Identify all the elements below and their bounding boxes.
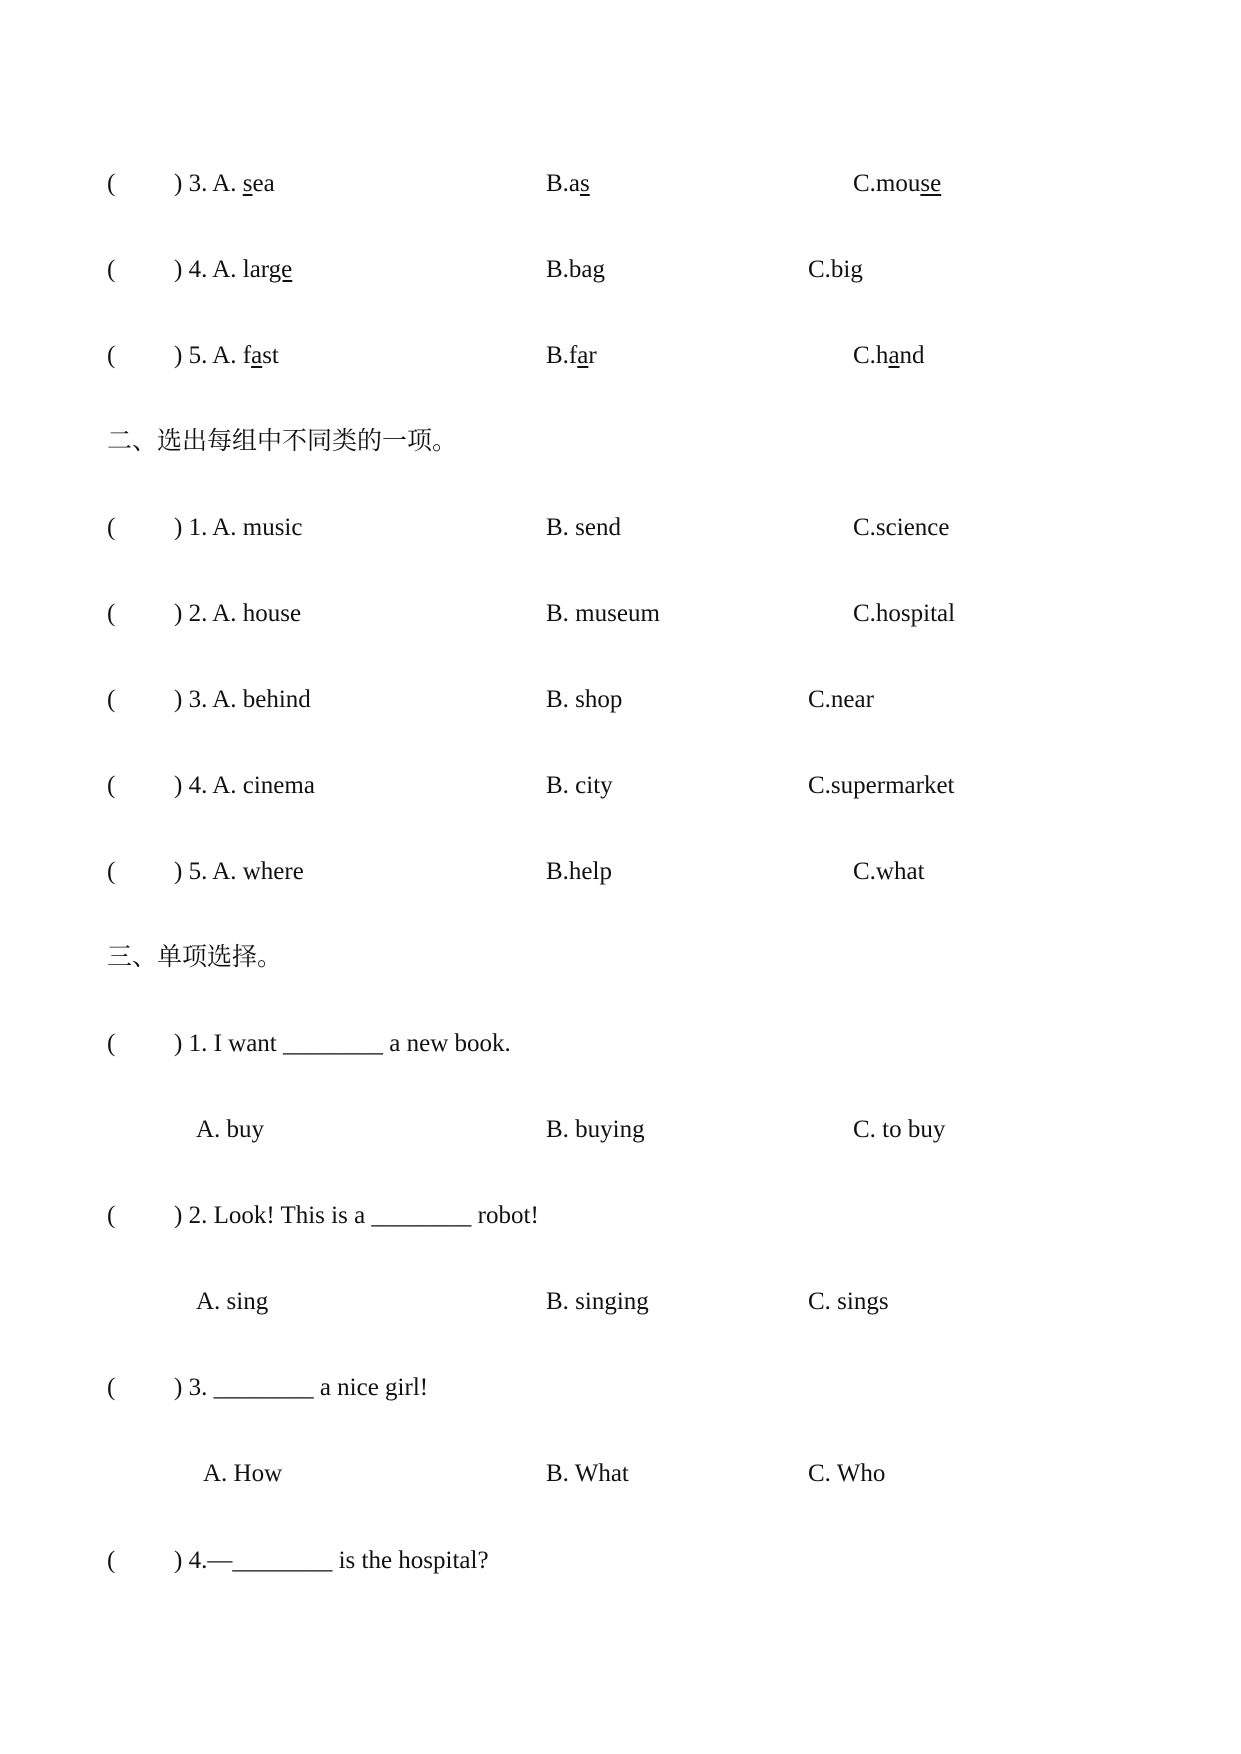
question-text: ) 3. ________ a nice girl!	[174, 1374, 429, 1401]
option-c: C.what	[853, 858, 925, 885]
option-b: B. singing	[546, 1288, 649, 1315]
option-c: C.near	[808, 686, 874, 713]
option-c: C. sings	[808, 1288, 889, 1315]
option-c: C.supermarket	[808, 772, 955, 799]
question-option-a: ) 1. A. music	[174, 514, 303, 541]
option-b: B.bag	[546, 256, 606, 283]
question-text: ) 4.—________ is the hospital?	[174, 1547, 489, 1574]
question-option-a: ) 5. A. where	[174, 858, 304, 885]
option-b: B. send	[546, 514, 621, 541]
answer-blank[interactable]: (	[107, 342, 116, 369]
answer-blank[interactable]: (	[107, 1202, 116, 1229]
question-text: ) 2. Look! This is a ________ robot!	[174, 1202, 539, 1229]
answer-blank[interactable]: (	[107, 514, 116, 541]
question-option-a: ) 4. A. cinema	[174, 772, 315, 799]
option-c: C. to buy	[853, 1116, 946, 1143]
answer-blank[interactable]: (	[107, 1547, 116, 1574]
question-option-a: ) 3. A. behind	[174, 686, 311, 713]
option-b: B. What	[546, 1460, 629, 1487]
option-b: B. shop	[546, 686, 623, 713]
answer-blank[interactable]: (	[107, 772, 116, 799]
s3-question-1	[0, 1024, 1241, 1064]
option-c: C.hospital	[853, 600, 956, 627]
answer-blank[interactable]: (	[107, 1374, 116, 1401]
s3-options-1	[0, 1110, 1241, 1150]
option-c: C.hand	[853, 342, 925, 369]
s2-row-4	[0, 766, 1241, 806]
option-b: B. buying	[546, 1116, 645, 1143]
option-c: C. Who	[808, 1460, 886, 1487]
option-c: C.big	[808, 256, 863, 283]
answer-blank[interactable]: (	[107, 686, 116, 713]
s2-row-3	[0, 680, 1241, 720]
option-b: B.far	[546, 342, 597, 369]
option-a: ) 4. A. large	[174, 256, 293, 283]
section-3-heading	[0, 938, 1241, 978]
s3-options-3	[0, 1454, 1241, 1494]
option-b: B.as	[546, 170, 590, 197]
option-a: A. How	[203, 1460, 283, 1487]
answer-blank[interactable]: (	[107, 600, 116, 627]
section-2-heading	[0, 422, 1241, 462]
s2-row-1	[0, 508, 1241, 548]
s2-row-5	[0, 852, 1241, 892]
answer-blank[interactable]: (	[107, 256, 116, 283]
option-a: A. buy	[196, 1116, 265, 1143]
option-c: C.mouse	[853, 170, 942, 197]
answer-blank[interactable]: (	[107, 858, 116, 885]
option-a: A. sing	[196, 1288, 269, 1315]
s2-row-2	[0, 594, 1241, 634]
option-a: ) 3. A. sea	[174, 170, 275, 197]
option-b: B. museum	[546, 600, 660, 627]
answer-blank[interactable]: (	[107, 170, 116, 197]
option-c: C.science	[853, 514, 950, 541]
question-option-a: ) 2. A. house	[174, 600, 302, 627]
s1-row-3	[0, 164, 1241, 204]
s3-question-2	[0, 1196, 1241, 1236]
answer-blank[interactable]: (	[107, 1030, 116, 1057]
option-a: ) 5. A. fast	[174, 342, 279, 369]
section-title: 三、单项选择。	[107, 944, 283, 971]
s3-options-2	[0, 1282, 1241, 1322]
option-b: B.help	[546, 858, 612, 885]
s1-row-5	[0, 336, 1241, 376]
section-title: 二、选出每组中不同类的一项。	[107, 428, 458, 455]
s1-row-4	[0, 250, 1241, 290]
question-text: ) 1. I want ________ a new book.	[174, 1030, 511, 1057]
s3-question-4	[0, 1541, 1241, 1581]
s3-question-3	[0, 1368, 1241, 1408]
option-b: B. city	[546, 772, 613, 799]
